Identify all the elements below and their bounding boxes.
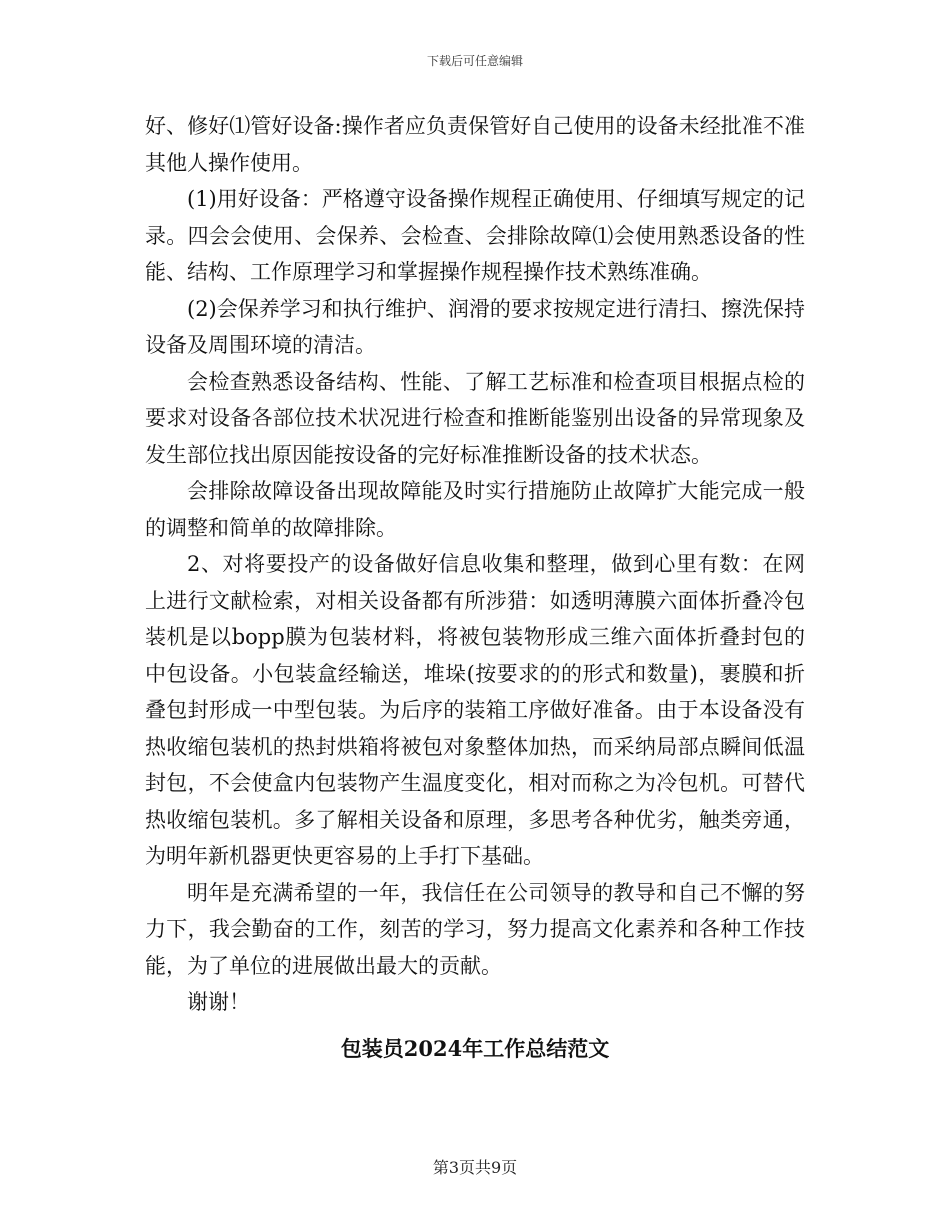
paragraph-new-equipment: 2、对将要投产的设备做好信息收集和整理，做到心里有数：在网上进行文献检索，对相关设备都有所涉猎：如透明薄膜六面体折叠冷包装机是以bopp膜为包装材料，将被包装物形成三维六面体折叠封包的中包设备。小包装盒经输送，堆垛(按要求的的形式和数量)，裹膜和折叠包封形成一中型包装。为后序的装箱工序做好准备。由于本设备没有热收缩包装机的热封烘箱将被包对象整体加热，而采纳局部点瞬间低温封包，不会使盒内包装物产生温度变化，相对而称之为冷包机。可替代热收缩包装机。多了解相关设备和原理，多思考各种优劣，触类旁通，为明年新机器更快更容易的上手打下基础。 — [145, 552, 805, 868]
paragraph-continuation: 好、修好⑴管好设备:操作者应负责保管好自己使用的设备未经批准不准其他人操作使用。 — [145, 114, 805, 175]
paragraph-maintain-equipment: (2)会保养学习和执行维护、润滑的要求按规定进行清扫、擦洗保持设备及周围环境的清洁。 — [145, 296, 805, 357]
paragraph-use-equipment: (1)用好设备：严格遵守设备操作规程正确使用、仔细填写规定的记录。四会会使用、会保养、会检查、会排除故障⑴会使用熟悉设备的性能、结构、工作原理学习和掌握操作规程操作技术熟练准确。 — [145, 187, 805, 284]
paragraph-next-year: 明年是充满希望的一年，我信任在公司领导的教导和自己不懈的努力下，我会勤奋的工作，刻苦的学习，努力提高文化素养和各种工作技能，为了单位的进展做出最大的贡献。 — [145, 880, 805, 978]
page-footer: 第3页共9页 — [432, 1158, 518, 1177]
page-header: 下载后可任意编辑 — [426, 54, 523, 68]
paragraph-thanks: 谢谢！ — [187, 990, 250, 1014]
document-body — [145, 108, 805, 1067]
paragraph-inspect-equipment: 会检查熟悉设备结构、性能、了解工艺标准和检查项目根据点检的要求对设备各部位技术状况进行检查和推断能鉴别出设备的异常现象及发生部位找出原因能按设备的完好标准推断设备的技术状态。 — [145, 369, 805, 467]
paragraph-troubleshoot: 会排除故障设备出现故障能及时实行措施防止故障扩大能完成一般的调整和简单的故障排除。 — [145, 479, 805, 540]
section-title: 包装员2024年工作总结范文 — [340, 1035, 610, 1061]
